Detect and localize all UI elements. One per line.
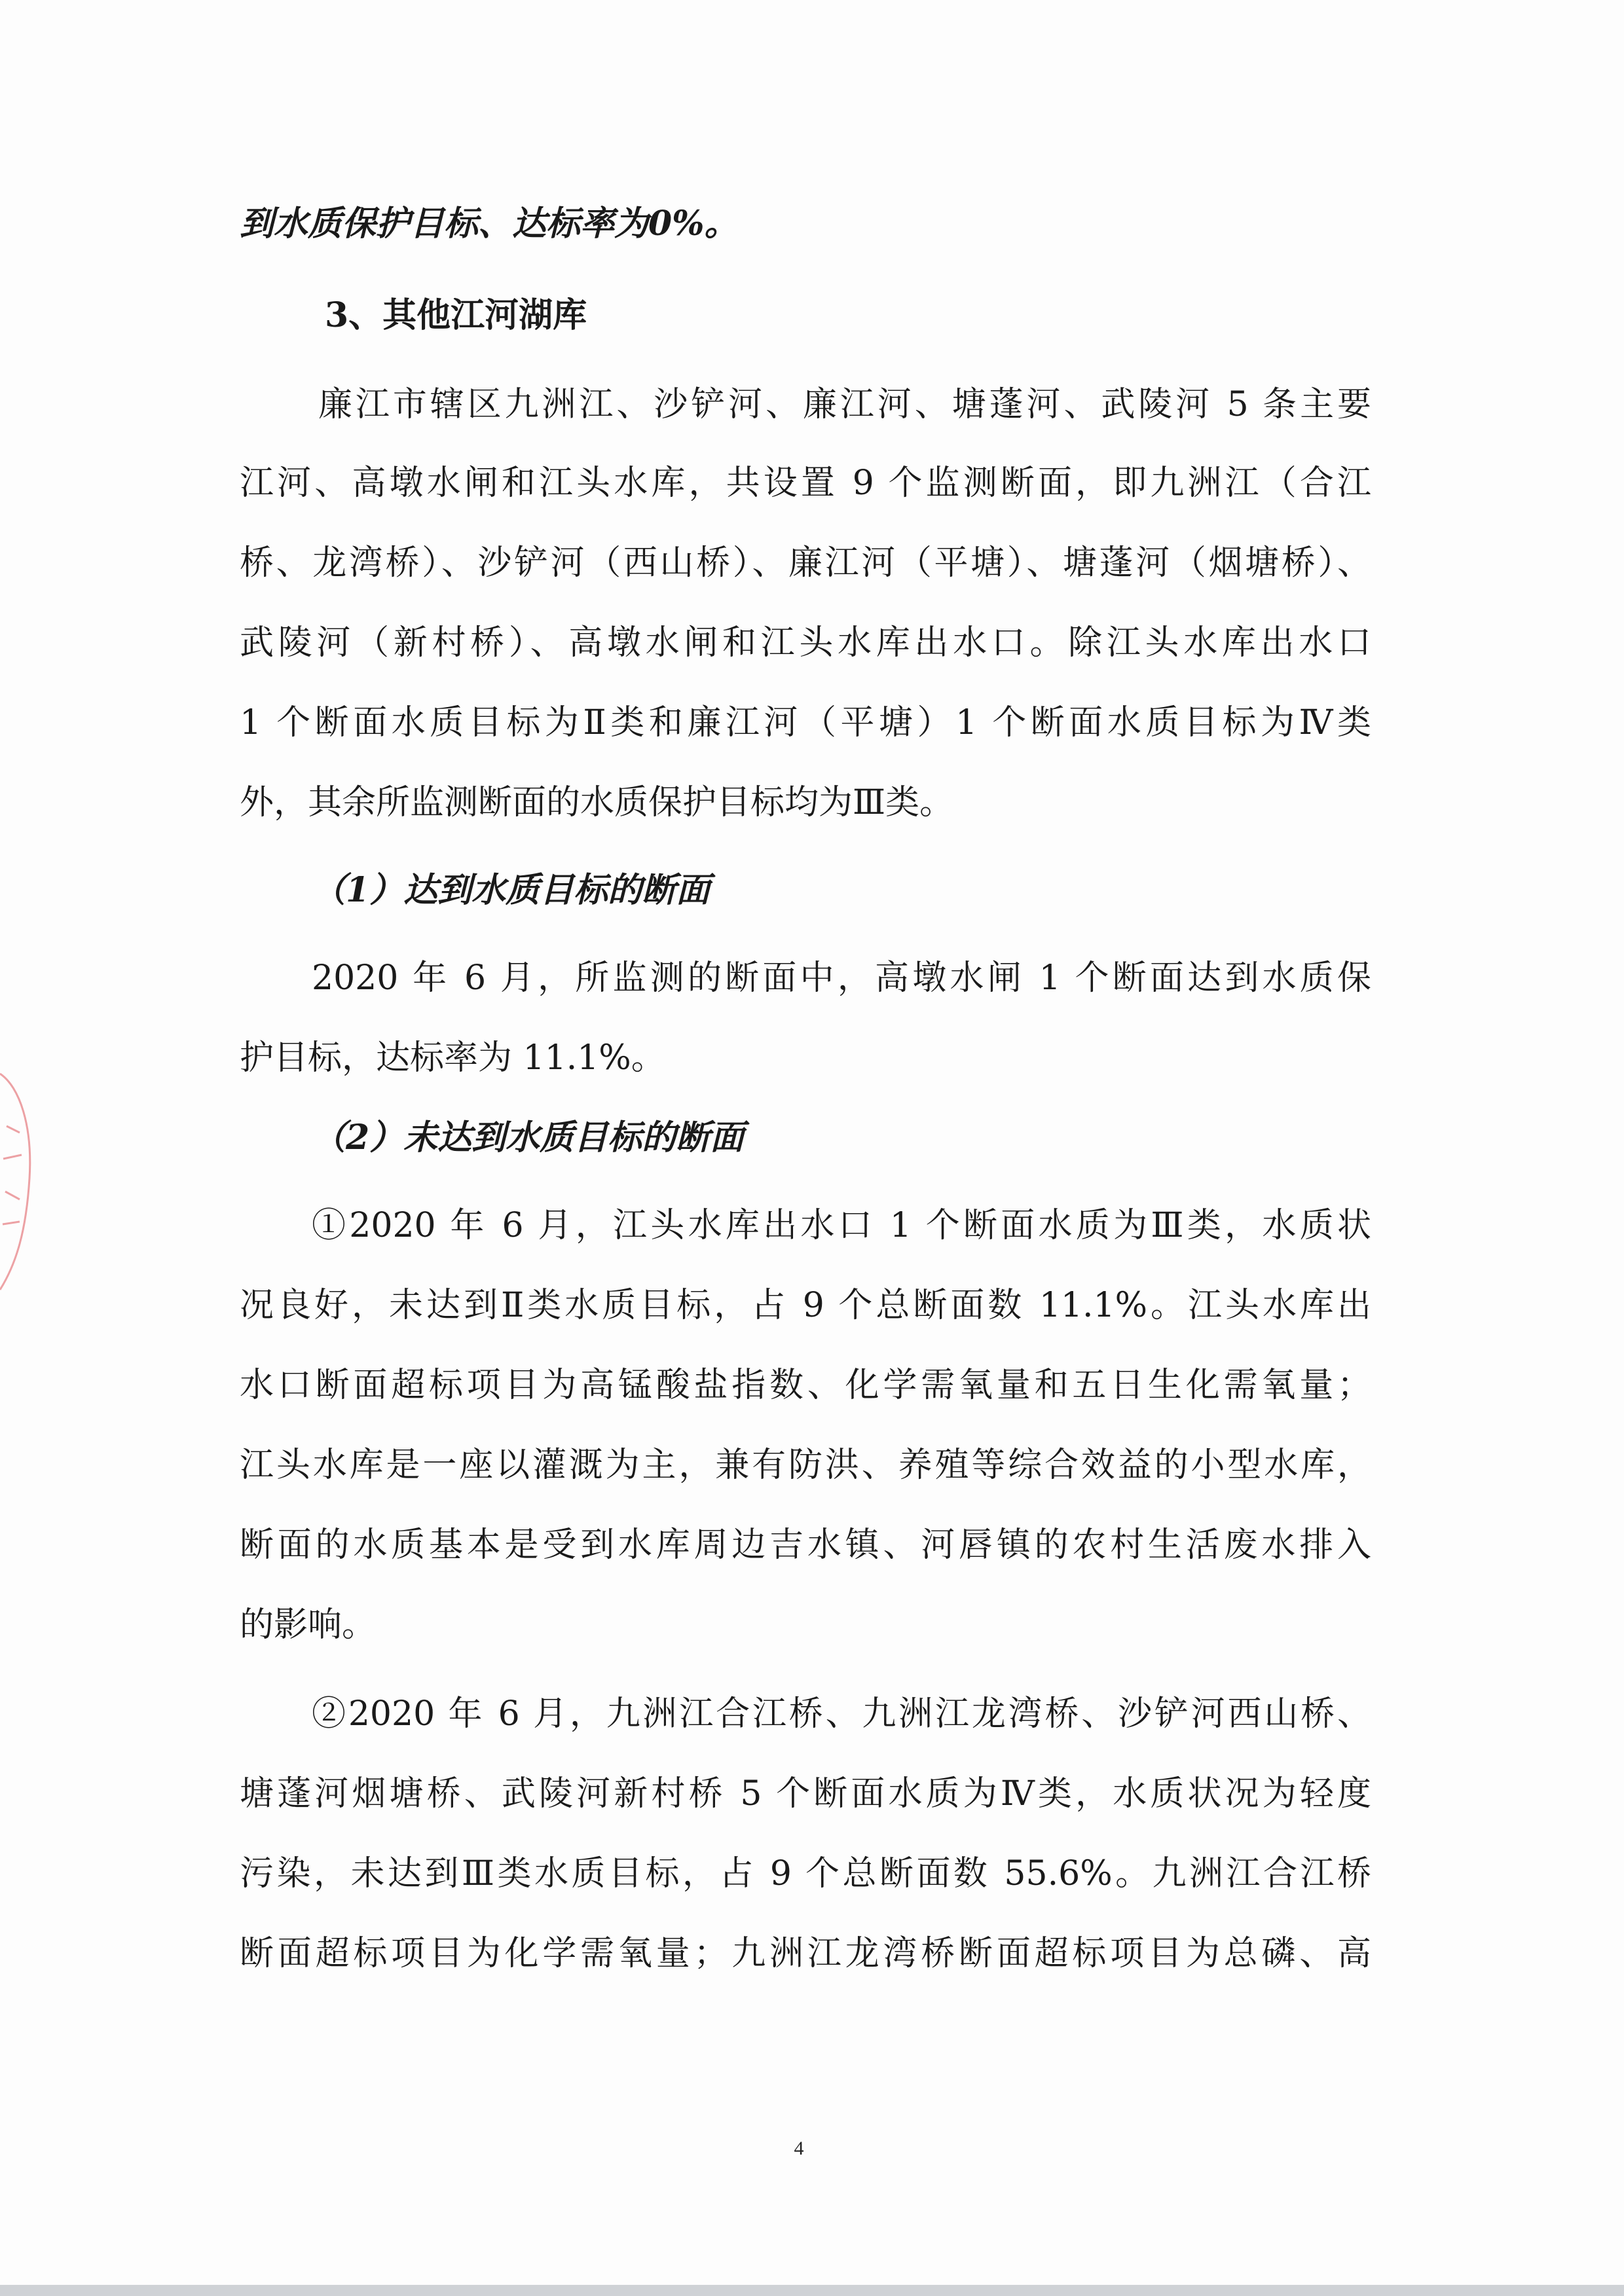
paragraph-line: 2020 年 6 月，所监测的断面中，高墩水闸 1 个断面达到水质保 [312,958,1371,998]
paragraph-line: 水口断面超标项目为高锰酸盐指数、化学需氧量和五日生化需氧量； [240,1366,1371,1405]
paragraph-line: 江河、高墩水闸和江头水库，共设置 9 个监测断面，即九洲江（合江 [240,464,1371,503]
subsection-heading: （1）达到水质目标的断面 [312,870,710,910]
continuation-line: 到水质保护目标、达标率为0%。 [240,204,739,244]
paragraph-line: 断面的水质基本是受到水库周边吉水镇、河唇镇的农村生活废水排入 [240,1525,1371,1565]
paragraph-line: 塘蓬河烟塘桥、武陵河新村桥 5 个断面水质为Ⅳ类，水质状况为轻度 [240,1774,1371,1813]
paragraph-line: 武陵河（新村桥）、高墩水闸和江头水库出水口。除江头水库出水口 [240,623,1371,663]
section-heading: 3、其他江河湖库 [325,295,587,335]
page-number: 4 [794,2138,804,2159]
paragraph-line: 1 个断面水质目标为Ⅱ类和廉江河（平塘）1 个断面水质目标为Ⅳ类 [240,703,1371,742]
paragraph-line: 廉江市辖区九洲江、沙铲河、廉江河、塘蓬河、武陵河 5 条主要 [318,385,1371,424]
paragraph-line: 桥、龙湾桥）、沙铲河（西山桥）、廉江河（平塘）、塘蓬河（烟塘桥）、 [240,543,1371,583]
paragraph-line: ①2020 年 6 月，江头水库出水口 1 个断面水质为Ⅲ类，水质状 [312,1206,1371,1245]
subsection-heading: （2）未达到水质目标的断面 [312,1118,745,1157]
paragraph-line: 断面超标项目为化学需氧量；九洲江龙湾桥断面超标项目为总磷、高 [240,1934,1371,1973]
paragraph-line: 况良好，未达到Ⅱ类水质目标，占 9 个总断面数 11.1%。江头水库出 [240,1286,1371,1325]
paragraph-line: 江头水库是一座以灌溉为主，兼有防洪、养殖等综合效益的小型水库， [240,1446,1371,1485]
red-seal-fragment [0,1048,46,1309]
paragraph-line: 护目标，达标率为 11.1%。 [240,1038,665,1078]
paragraph-line: 污染，未达到Ⅲ类水质目标，占 9 个总断面数 55.6%。九洲江合江桥 [240,1854,1371,1893]
paragraph-line: 的影响。 [240,1605,377,1645]
scan-edge [0,2285,1624,2296]
paragraph-line: 外，其余所监测断面的水质保护目标均为Ⅲ类。 [240,783,954,822]
paragraph-line: ②2020 年 6 月，九洲江合江桥、九洲江龙湾桥、沙铲河西山桥、 [312,1694,1371,1734]
